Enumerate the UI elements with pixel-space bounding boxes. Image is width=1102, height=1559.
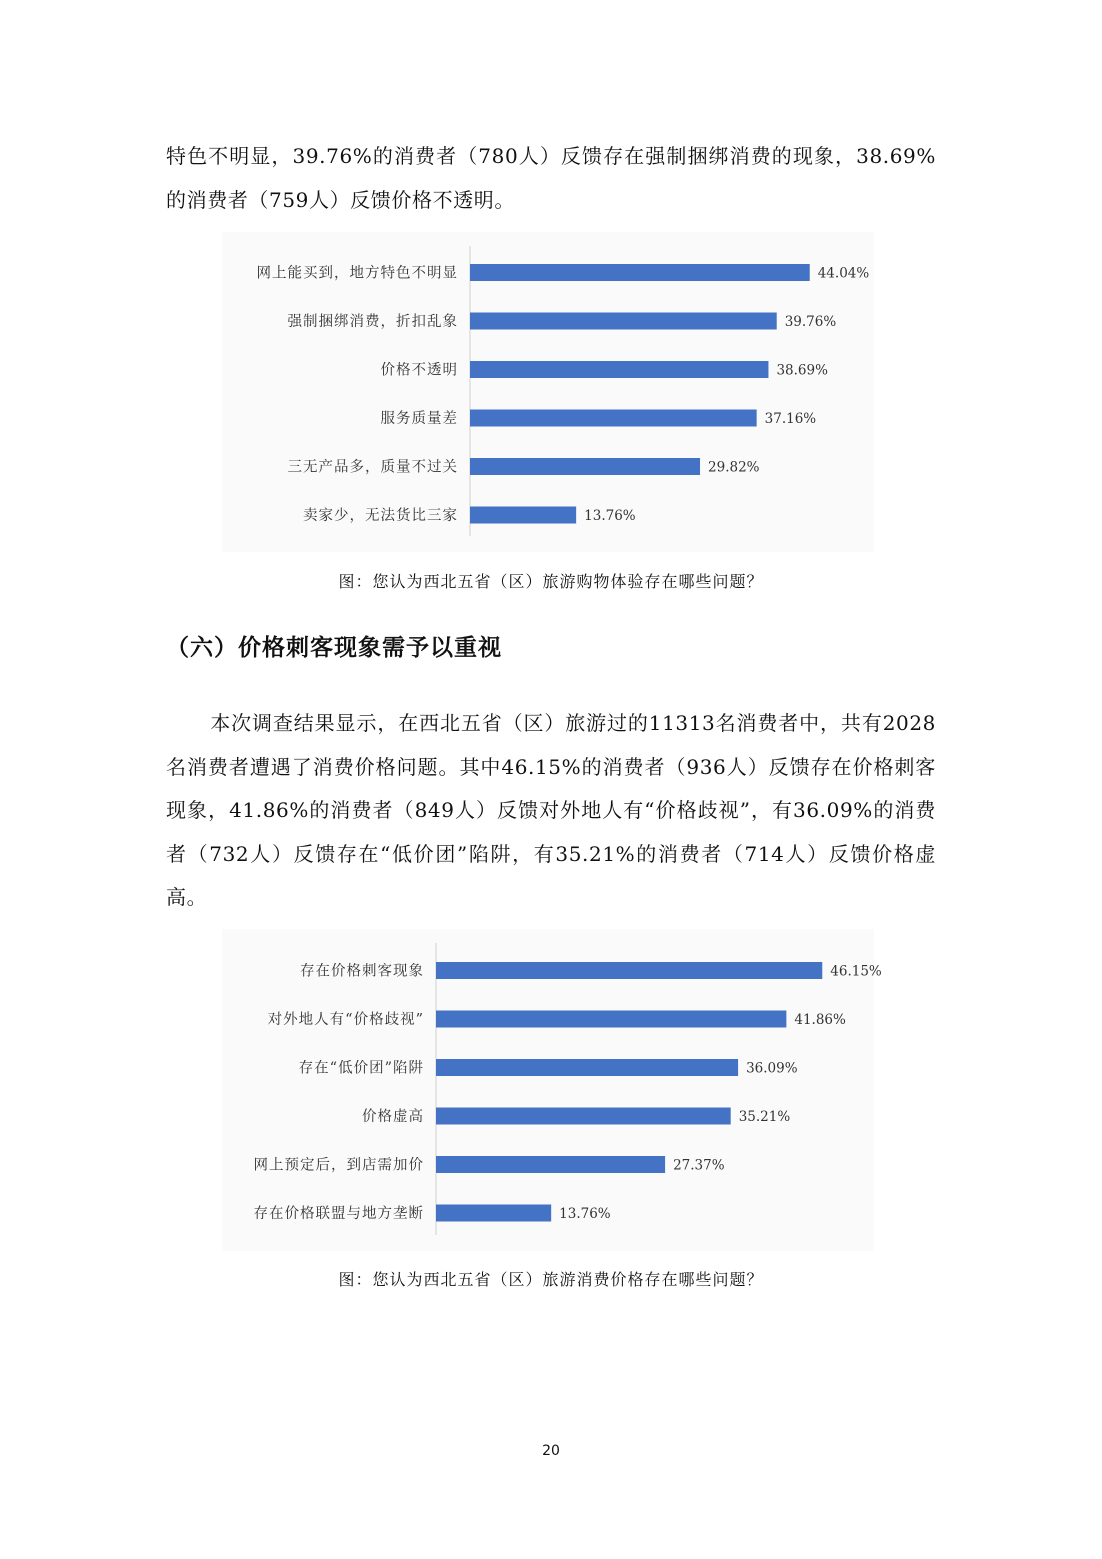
category-label: 对外地人有“价格歧视”	[267, 1012, 424, 1028]
category-label: 卖家少，无法货比三家	[303, 508, 458, 524]
chart-price-issues	[222, 929, 882, 1251]
paragraph-2	[166, 702, 936, 920]
bar	[436, 1205, 551, 1222]
category-label: 强制捆绑消费，折扣乱象	[287, 314, 458, 330]
category-label: 网上预定后，到店需加价	[253, 1157, 424, 1174]
value-label: 35.21%	[738, 1109, 791, 1125]
bar	[470, 410, 757, 427]
paragraph-1: 特色不明显，39.76%的消费者（780人）反馈存在强制捆绑消费的现象，38.69%的消费者（759人）反馈价格不透明。	[166, 144, 936, 212]
value-label: 37.16%	[764, 411, 817, 427]
category-label: 价格虚高	[362, 1109, 424, 1125]
value-label: 41.86%	[794, 1012, 846, 1028]
value-label: 44.04%	[817, 265, 870, 282]
bar	[470, 264, 810, 281]
bar	[470, 458, 700, 475]
value-label: 27.37%	[673, 1157, 725, 1174]
category-label: 服务质量差	[380, 411, 458, 427]
value-label: 39.76%	[784, 314, 837, 330]
value-label: 13.76%	[559, 1206, 611, 1222]
value-label: 46.15%	[830, 963, 882, 980]
chart-price-issues-svg	[222, 929, 882, 1251]
category-label: 三无产品多，质量不过关	[287, 459, 458, 476]
bar	[436, 1011, 786, 1028]
category-label: 价格不透明	[380, 362, 458, 379]
figure-1-caption: 图：您认为西北五省（区）旅游购物体验存在哪些问题？	[338, 572, 764, 591]
category-label: 网上能买到，地方特色不明显	[256, 265, 458, 282]
chart-shopping-issues	[222, 232, 874, 552]
value-label: 38.69%	[776, 362, 828, 379]
category-label: 存在价格刺客现象	[300, 963, 424, 980]
chart-shopping-issues-svg	[222, 232, 874, 552]
bar	[470, 507, 576, 524]
section-heading: （六）价格刺客现象需予以重视	[166, 635, 502, 661]
bar	[436, 1059, 738, 1076]
value-label: 29.82%	[708, 459, 760, 476]
bar	[470, 361, 768, 378]
category-label: 存在价格联盟与地方垄断	[253, 1206, 424, 1222]
page-number: 20	[542, 1443, 560, 1459]
figure-2-caption: 图：您认为西北五省（区）旅游消费价格存在哪些问题？	[338, 1270, 764, 1289]
bar	[470, 313, 777, 330]
value-label: 13.76%	[584, 508, 636, 524]
bar	[436, 1108, 731, 1125]
bar	[436, 962, 822, 979]
category-label: 存在“低价团”陷阱	[298, 1060, 424, 1077]
value-label: 36.09%	[746, 1060, 798, 1077]
bar	[436, 1156, 665, 1173]
paragraph-2-text: 本次调查结果显示，在西北五省（区）旅游过的11313名消费者中，共有2028名消费者遭遇了消费价格问题。其中46.15%的消费者（936人）反馈存在价格刺客现象，41.86%的消费者（849人）反馈对外地人有“价格歧视”，有36.09%的消费者（732人）反馈存在“低价团”陷阱，有35.21%的消费者（714人）反馈价格虚高。	[166, 711, 936, 909]
